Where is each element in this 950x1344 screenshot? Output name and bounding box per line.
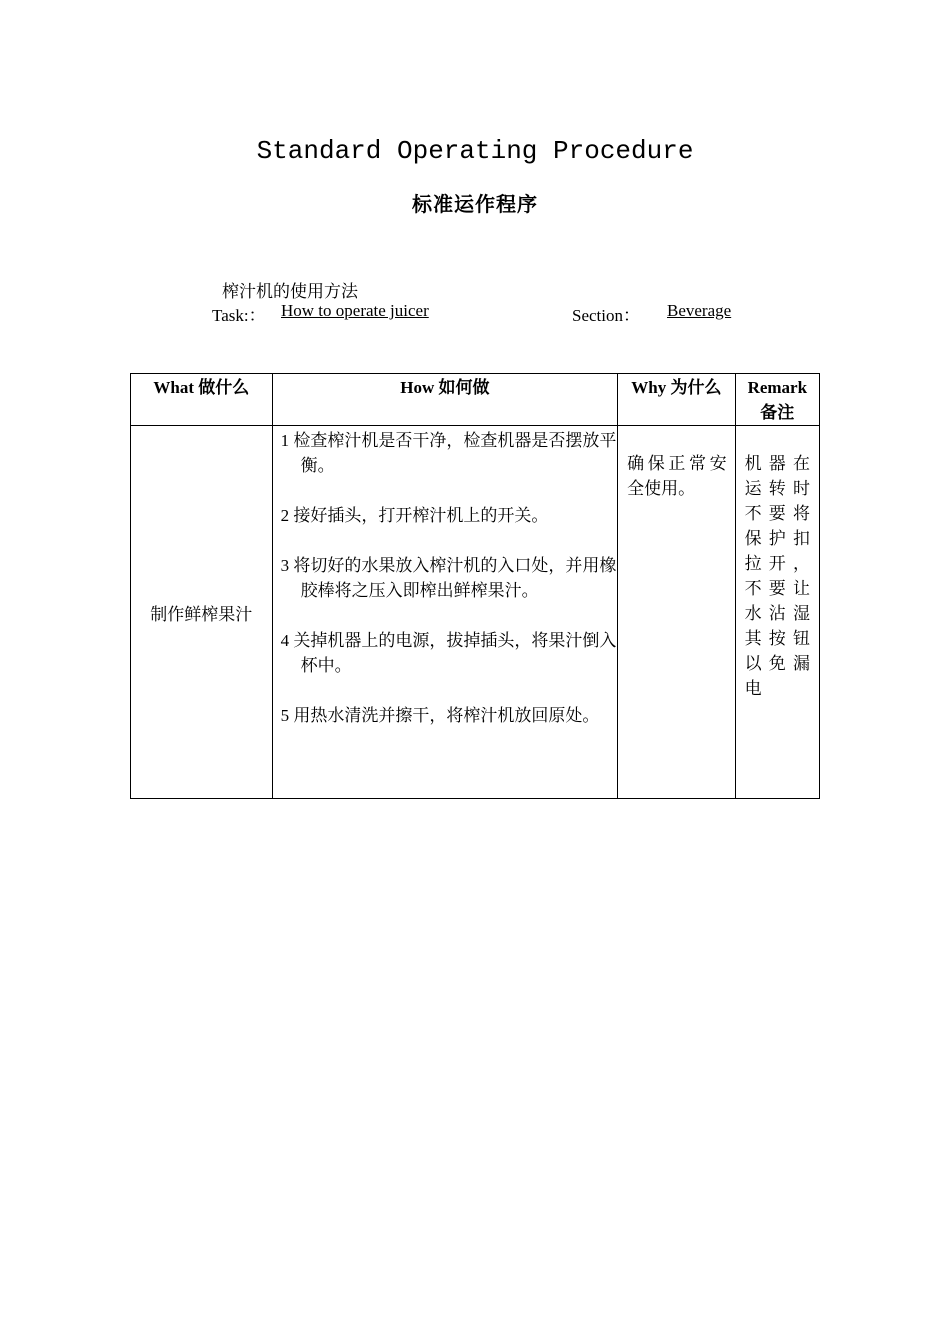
task-value: How to operate juicer bbox=[281, 301, 429, 320]
header-remark-en: Remark bbox=[747, 378, 808, 397]
step-item: 3 将切好的水果放入榨汁机的入口处，并用橡胶棒将之压入即榨出鲜榨果汁。 bbox=[280, 556, 617, 600]
step-item: 1 检查榨汁机是否干净，检查机器是否摆放平衡。 bbox=[280, 431, 617, 475]
page-title-chinese: 标准运作程序 bbox=[412, 194, 538, 216]
remark-cell: 机器在运转时不要将保护扣拉开，不要让水沾湿其按钮以免漏电 bbox=[735, 426, 819, 799]
section-value: Beverage bbox=[667, 301, 732, 320]
header-remark bbox=[735, 374, 819, 426]
step-item: 4 关掉机器上的电源，拔掉插头，将果汁倒入杯中。 bbox=[280, 631, 617, 675]
section-label: Section： bbox=[572, 306, 640, 325]
what-cell: 制作鲜榨果汁 bbox=[131, 426, 273, 799]
header-what: What 做什么 bbox=[131, 374, 273, 426]
table-header-row bbox=[131, 374, 820, 426]
step-item: 5 用热水清洗并擦干，将榨汁机放回原处。 bbox=[280, 706, 600, 725]
header-why: Why 为什么 bbox=[618, 374, 736, 426]
header-remark-zh: 备注 bbox=[760, 403, 795, 422]
why-cell: 确保正常安全使用。 bbox=[618, 426, 736, 799]
task-name-chinese: 榨汁机的使用方法 bbox=[222, 282, 358, 301]
how-cell bbox=[272, 426, 618, 799]
sop-table bbox=[130, 373, 820, 799]
table-row bbox=[131, 426, 820, 799]
task-label: Task:： bbox=[212, 306, 266, 325]
header-how: How 如何做 bbox=[272, 374, 618, 426]
step-item: 2 接好插头，打开榨汁机上的开关。 bbox=[280, 506, 549, 525]
page-title: Standard Operating Procedure bbox=[256, 136, 694, 166]
steps-list bbox=[273, 426, 618, 728]
